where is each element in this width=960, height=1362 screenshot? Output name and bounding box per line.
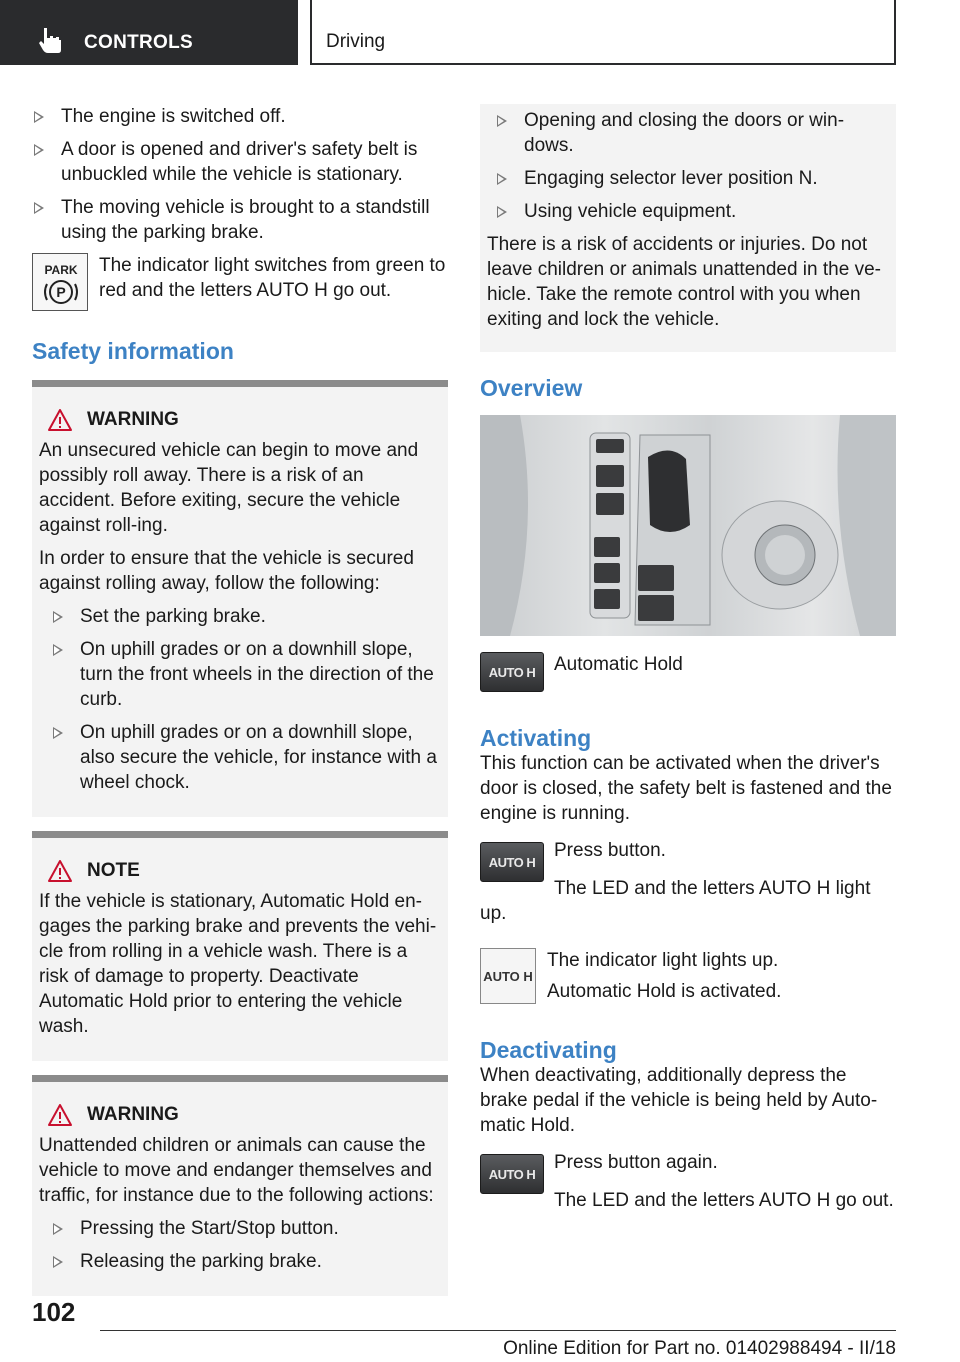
warning-title: WARNING bbox=[87, 409, 179, 430]
warning-text: There is a risk of accidents or injuries. Do not leave children or animals unattended in the ve-hicle. Take the remote control with you when exiting and lock the vehicle. bbox=[487, 234, 881, 330]
left-column bbox=[32, 104, 448, 1296]
bullet-triangle-icon bbox=[53, 611, 63, 623]
warning-text: In order to ensure that the vehicle is secured against rolling away, follow the following: bbox=[39, 548, 414, 594]
svg-text:PARK: PARK bbox=[44, 263, 78, 277]
page-number: 102 bbox=[32, 1297, 76, 1327]
chapter-title: Driving bbox=[326, 31, 386, 52]
button-caption: Automatic Hold bbox=[554, 654, 683, 675]
right-column bbox=[480, 104, 896, 1213]
list-item: Set the parking brake. bbox=[51, 604, 440, 629]
safety-heading: Safety information bbox=[32, 338, 234, 364]
auto-h-button-icon: AUTO H bbox=[480, 842, 544, 882]
deactivating-heading: Deactivating bbox=[480, 1037, 617, 1063]
warning-triangle-icon bbox=[47, 859, 73, 883]
warning-triangle-icon bbox=[47, 1103, 73, 1127]
instruction-text: Automatic Hold is activated. bbox=[547, 981, 782, 1002]
warning-triangle-icon bbox=[47, 408, 73, 432]
button-caption-row bbox=[480, 652, 896, 716]
press-again-row bbox=[480, 1150, 896, 1214]
list-item: On uphill grades or on a downhill slope, turn the front wheels in the direction of the curb. bbox=[51, 637, 440, 712]
bullet-triangle-icon bbox=[53, 1223, 63, 1235]
bullet-triangle-icon bbox=[34, 144, 44, 156]
deactivating-text: When deactivating, additionally depress the brake pedal if the vehicle is being held by Auto-matic Hold. bbox=[480, 1065, 878, 1136]
note-box bbox=[32, 831, 448, 1061]
overview-heading: Overview bbox=[480, 375, 583, 401]
note-title: NOTE bbox=[87, 860, 140, 881]
bullet-triangle-icon bbox=[34, 111, 44, 123]
list-item: The moving vehicle is brought to a standstill using the parking brake. bbox=[32, 195, 448, 245]
warning-text: An unsecured vehicle can begin to move and possibly roll away. There is a risk of an accident. Before exiting, secure the vehicle against roll-ing. bbox=[39, 440, 419, 536]
bullet-triangle-icon bbox=[53, 1256, 63, 1268]
list-item: Engaging selector lever position N. bbox=[495, 166, 882, 191]
auto-h-button-icon: AUTO H bbox=[480, 1154, 544, 1194]
footer-divider bbox=[100, 1330, 896, 1331]
list-item: On uphill grades or on a downhill slope, also secure the vehicle, for instance with a wheel chock. bbox=[51, 720, 440, 795]
center-console-photo bbox=[480, 415, 896, 636]
hand-pointer-icon bbox=[36, 26, 66, 54]
bullet-triangle-icon bbox=[497, 206, 507, 218]
bullet-triangle-icon bbox=[53, 727, 63, 739]
bullet-triangle-icon bbox=[497, 173, 507, 185]
list-item: Releasing the parking brake. bbox=[51, 1249, 440, 1274]
auto-h-button-icon: AUTO H bbox=[480, 652, 544, 692]
warning-title: WARNING bbox=[87, 1104, 179, 1125]
list-item: A door is opened and driver's safety belt is unbuckled while the vehicle is stationary. bbox=[32, 137, 448, 187]
list-item: Opening and closing the doors or win-dows. bbox=[495, 108, 882, 158]
instruction-text: The LED and the letters AUTO H light up. bbox=[480, 878, 871, 924]
instruction-text: Press button. bbox=[554, 840, 666, 861]
press-button-row bbox=[480, 838, 896, 902]
bullet-triangle-icon bbox=[34, 202, 44, 214]
bullet-triangle-icon bbox=[53, 644, 63, 656]
activating-heading: Activating bbox=[480, 725, 592, 751]
svg-text:P: P bbox=[56, 284, 66, 300]
list-item: Using vehicle equipment. bbox=[495, 199, 882, 224]
warning-box bbox=[32, 1075, 448, 1296]
note-text: If the vehicle is stationary, Automatic Hold en-gages the parking brake and prevents the vehi-cle from rolling in a vehicle wash. There is a risk of damage to property. Deactivate Automatic Hold prior to entering the vehicle wash. bbox=[39, 891, 437, 1037]
instruction-text: The LED and the letters AUTO H go out. bbox=[554, 1190, 894, 1211]
edition-text: Online Edition for Part no. 01402988494 - II/18 bbox=[503, 1338, 896, 1359]
indicator-row bbox=[480, 948, 896, 1012]
instruction-text: The indicator light lights up. bbox=[547, 950, 779, 971]
activating-text: This function can be activated when the driver's door is closed, the safety belt is fastened and the engine is running. bbox=[480, 753, 892, 824]
park-indicator-row bbox=[32, 253, 448, 317]
instruction-text: Press button again. bbox=[554, 1152, 718, 1173]
warning-text: Unattended children or animals can cause the vehicle to move and endanger themselves and traffic, for instance due to the following actions: bbox=[39, 1135, 434, 1206]
header-chapter-tab bbox=[310, 0, 896, 65]
warning-continuation bbox=[480, 104, 896, 352]
header-section-tab bbox=[0, 0, 298, 65]
list-item: The engine is switched off. bbox=[32, 104, 448, 129]
park-indicator-icon bbox=[32, 253, 88, 311]
bullet-triangle-icon bbox=[497, 115, 507, 127]
list-item: Pressing the Start/Stop button. bbox=[51, 1216, 440, 1241]
auto-h-indicator-icon: AUTO H bbox=[480, 948, 536, 1004]
indicator-text: The indicator light switches from green to red and the letters AUTO H go out. bbox=[99, 255, 446, 301]
section-title: CONTROLS bbox=[84, 32, 194, 53]
warning-box bbox=[32, 380, 448, 817]
